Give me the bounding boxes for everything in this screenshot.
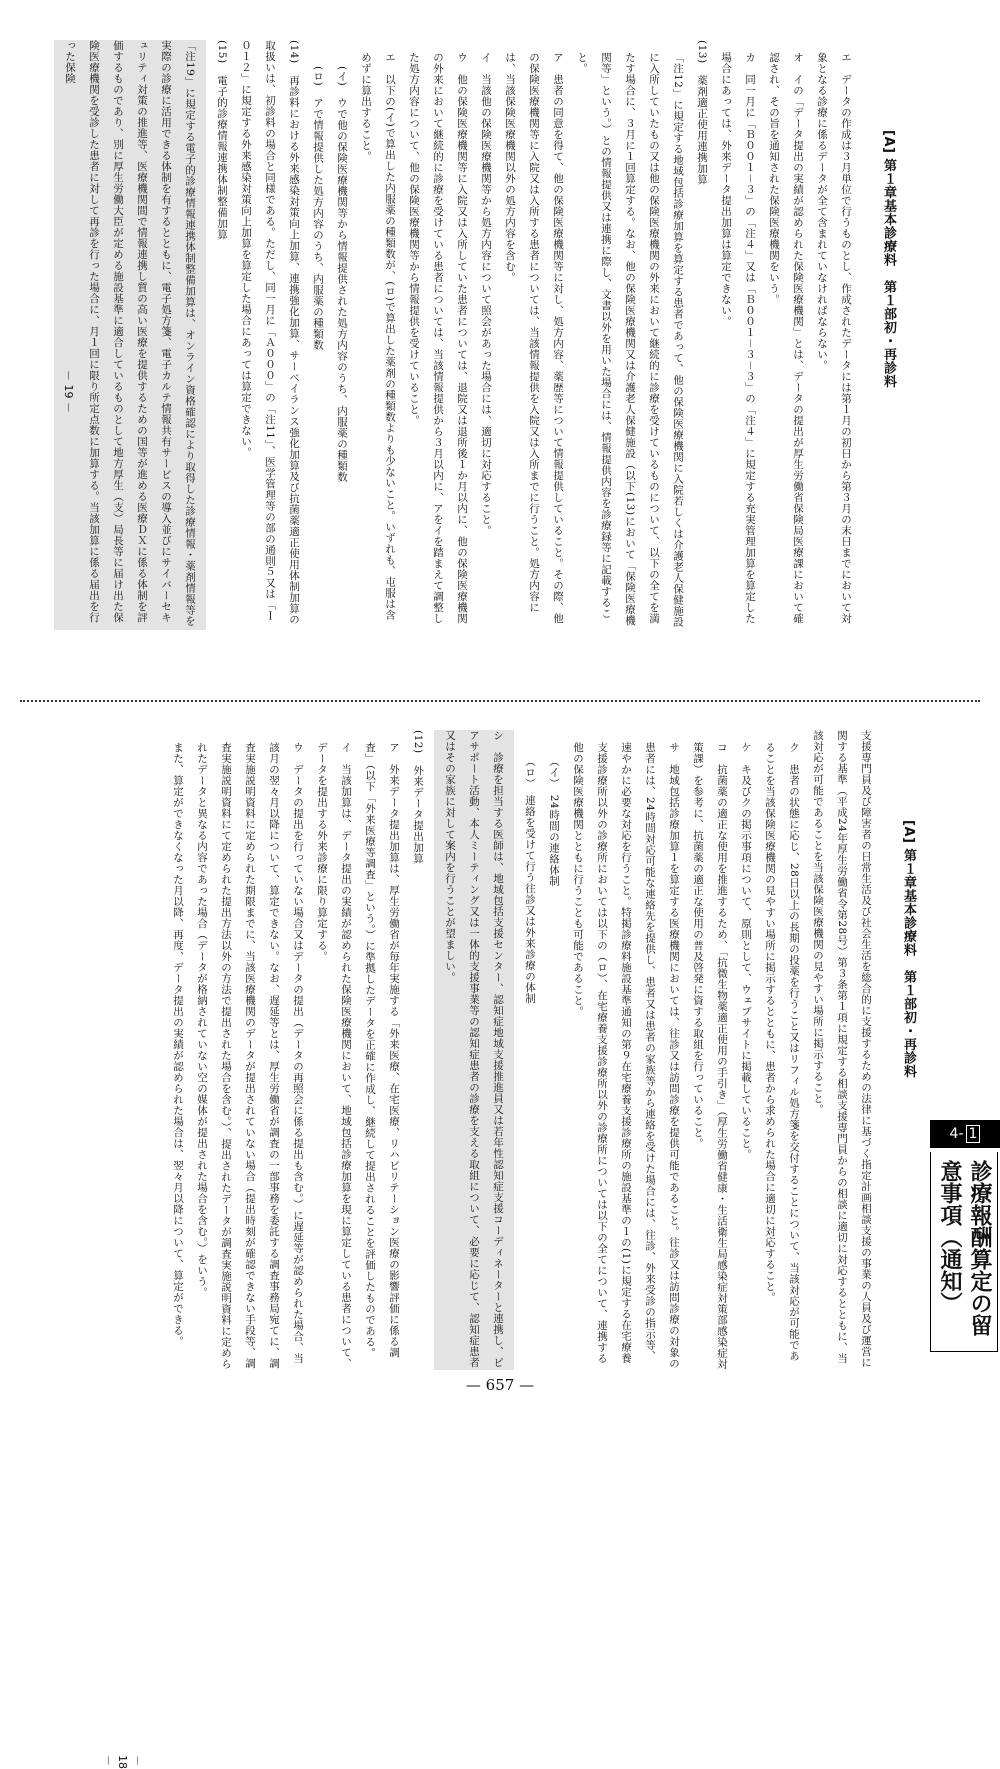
paragraph: シ 診療を担当する医師は、地域包括支援センター、認知症地域支援推進員又は若年性認知症支援コーディネーターと連携し、ピアサポート活動、本人ミーティング又は一体的支援事業等の認知症患者の診療を支える取組について、必要に応じて、認知症患者又はその家族に対して案内を行うことが望ましい。 [434,730,514,1370]
paragraph: （ロ） 連絡を受けて行う往診又は外来診療の体制 [524,756,536,1004]
paragraph: (12) 外来データ提出加算 [412,730,424,864]
paragraph: ウ データの提出を行っていない場合又はデータの提出（データの再照会に係る提出も含む。）に遅延等が認められた場合、当該月の翌々月以降について、算定できない。なお、遅延等とは、厚生労働省が調査の一部事務を委託する調査事務局宛てに、調査実施説明資料に定められた期限までに、当該医療機関のデータが提出されていない場合（提出時刻が確認できない手段等、調査実施説明資料にて定められた提出方法以外の方法で提出された場合を含む。）、提出されたデータが調査実施説明資料に定められたデータと異なる内容であった場合（データが格納されていない空の媒体が提出された場合を含む。）をいう。 [196,742,304,1370]
page-18-paragraphs [166,730,878,1370]
paragraph: 支援専門員及び障害者の日常生活及び社会生活を総合的に支援するための法律に基づく指定計画相談支援の事業の人員及び運営に関する基準（平成24年厚生労働省令第28号）第３条第１項に規定する相談支援専門員からの相談に適切に対応するとともに、当該対応が可能であることを当該保険医療機関の見やすい場所に掲示すること。 [812,730,872,1368]
paragraph: (ロ) アで情報提供した処方内容のうち、内服薬の種類数 [312,66,324,351]
page-18-header: [A] 第１章基本診療料 第１部初・再診料 [901,820,916,1078]
page-19-paragraphs [54,40,858,630]
paragraph: また、算定ができなくなった月以降、再度、データ提出の実績が認められた場合は、翌々月以降について、算定ができる。 [172,742,184,1347]
page-19-header: [A] 第１章基本診療料 第１部初・再診料 [881,130,896,388]
paragraph: エ データの作成は３月単位で行うものとし、作成されたデータには第１月の初日から第３月の末日までにおいて対象となる診療に係るデータが全て含まれていなければならない。 [816,52,852,624]
section-tab-prefix: 4- [949,1126,964,1142]
paragraph: コ 抗菌薬の適正な使用を推進するため、「抗微生物薬適正使用の手引き」（厚生労働省健康・生活衛生局感染症対策部感染症対策課）を参考に、抗菌薬の適正な使用の普及啓発に資する取組を行っていること。 [692,742,728,1370]
paragraph: (14) 再診料における外来感染対策向上加算、連携強化加算、サーベイランス強化加算及び抗菌薬適正使用体制加算の取扱いは、初診料の場合と同様である。ただし、同一月に「Ａ０００」の「注11」、医学管理等の部の通則５又は「Ｉ０１２」に規定する外来感染対策向上加算を算定した場合にあっては算定できない。 [240,40,300,625]
paragraph: (イ) ウで他の保険医療機関等から情報提供された処方内容のうち、内服薬の種類数 [336,66,348,483]
paragraph: ク 患者の状態に応じ、28日以上の長期の投薬を行うこと又はリフィル処方箋を交付することについて、当該対応が可能であることを当該保険医療機関の見やすい場所に掲示するとともに、患者から求められた場合に適切に対応すること。 [764,742,800,1362]
paragraph: (13) 薬剤適正使用連携加算 [696,40,708,185]
section-tab-number: 1 [966,1125,981,1143]
section-tab [930,1120,1000,1148]
paragraph: カ 同一月に「Ｂ００１－３」の「注４」又は「Ｂ００１－３－３」の「注４」に規定する充実管理加算を算定した場合にあっては、外来データ提出加算は算定できない。 [720,52,756,624]
page-18-number: － 18 － [102,1755,144,1769]
book-page-number: — 657 — [465,1376,535,1394]
paragraph: 「注19」に規定する電子的診療情報連携体制整備加算は、オンライン資格確認により取得した診療情報・薬剤情報等を実際の診療に活用できる体制を有するとともに、電子処方箋、電子カルテ情報共有サービスの導入並びにサイバーセキュリティ対策の推進等、医療機関間で情報連携し質の高い医療を提供するための国等が進める医療ＤＸに係る体制を評価するものであり、別に厚生労働大臣が定める施設基準に適合しているものとして地方厚生（支）局長等に届け出た保険医療機関を受診した患者に対して再診を行った場合に、月１回に限り所定点数に加算する。当該加算に係る届出を行った保険 [54,40,206,630]
side-title: 診療報酬算定の留意事項（通知） [930,1152,998,1352]
paragraph: ア 患者の同意を得て、他の保険医療機関等に対し、処方内容、薬歴等について情報提供していること。その際、他の保険医療機関等に入院又は入所する患者については、当該情報提供を入院又は入所までに行うこと。処方内容には、当該保険医療機関以外の処方内容を含む。 [504,52,564,624]
page-19 [40,40,960,630]
paragraph: イ 当該他の保険医療機関等から処方内容について照会があった場合には、適切に対応すること。 [480,52,492,536]
paragraph: ウ 他の保険医療機関等に入院又は入所していた患者については、退院又は退所後１か月以内に、他の保険医療機関の外来において継続的に診療を受けている患者については、当該情報提供から３月以内に、アをイを踏まえて調整した処方内容について、他の保険医療機関等から情報提供を受けていること。 [408,52,468,624]
paragraph: （イ） 24時間の連絡体制 [548,756,560,887]
paragraph: ア 外来データ提出加算は、厚生労働省が毎年実施する「外来医療、在宅医療、リハビリテーション医療の影響評価に係る調査」（以下「外来医療等調査」という。）に準拠したデータを正確に作成し、継続して提出されることを評価したものである。 [364,742,400,1359]
paragraph: サ 地域包括診療加算１を算定する医療機関においては、往診又は訪問診療を提供可能であること。往診又は訪問診療の対象の患者には、24時間対応可能な連絡先を提供し、患者又は患者の家族等から連絡を受けた場合には、往診、外来受診の指示等、速やかに必要な対応を行うこと。特掲診療料施設基準通知の第９在宅療養支援診療所の施設基準の１の(1)に規定する在宅療養支援診療所以外の診療所においては以下の（ロ）、在宅療養支援診療所以外の診療所については以下の全てについて、連携する他の保険医療機関とともに行うことも可能であること。 [572,742,680,1369]
paragraph: (15) 電子的診療情報連携体制整備加算 [216,40,228,240]
page-19-number: － 19 － [62,370,75,413]
paragraph: 「注12」に規定する地域包括診療加算を算定する患者であって、他の保険医療機関に入院若しくは介護老人保健施設に入所していたもの又は他の保険医療機関の外来において継続的に診療を受けているものについて、以下の全てを満たす場合に、３月に１回算定する。なお、他の保険医療機関又は介護老人保健施設（以下(13)において「保険医療機関等」という。）との情報提供又は連携に際し、文書以外を用いた場合には、情報提供内容を診療録等に記載すること。 [576,52,684,628]
paragraph: エ 以下の(イ)で算出した内服薬の種類数が、(ロ)で算出した薬剤の種類数よりも少ないこと。いずれも、屯服は含めずに算出すること。 [360,52,396,621]
page-divider [20,700,980,702]
paragraph: イ 当該加算は、データ提出の実績が認められた保険医療機関において、地域包括診療加算を現に算定している患者について、データを提出する外来診療に限り算定する。 [316,742,352,1369]
page-19-body [64,40,900,630]
paragraph: ケ キ及びクの掲示事項について、原則として、ウェブサイトに掲載していること。 [740,742,752,1160]
page-18-body [160,730,920,1370]
paragraph: オ イの「データ提出の実績が認められた保険医療機関」とは、データの提出が厚生労働省保険局医療課において確認され、その旨を通知された保険医療機関をいう。 [768,52,804,624]
